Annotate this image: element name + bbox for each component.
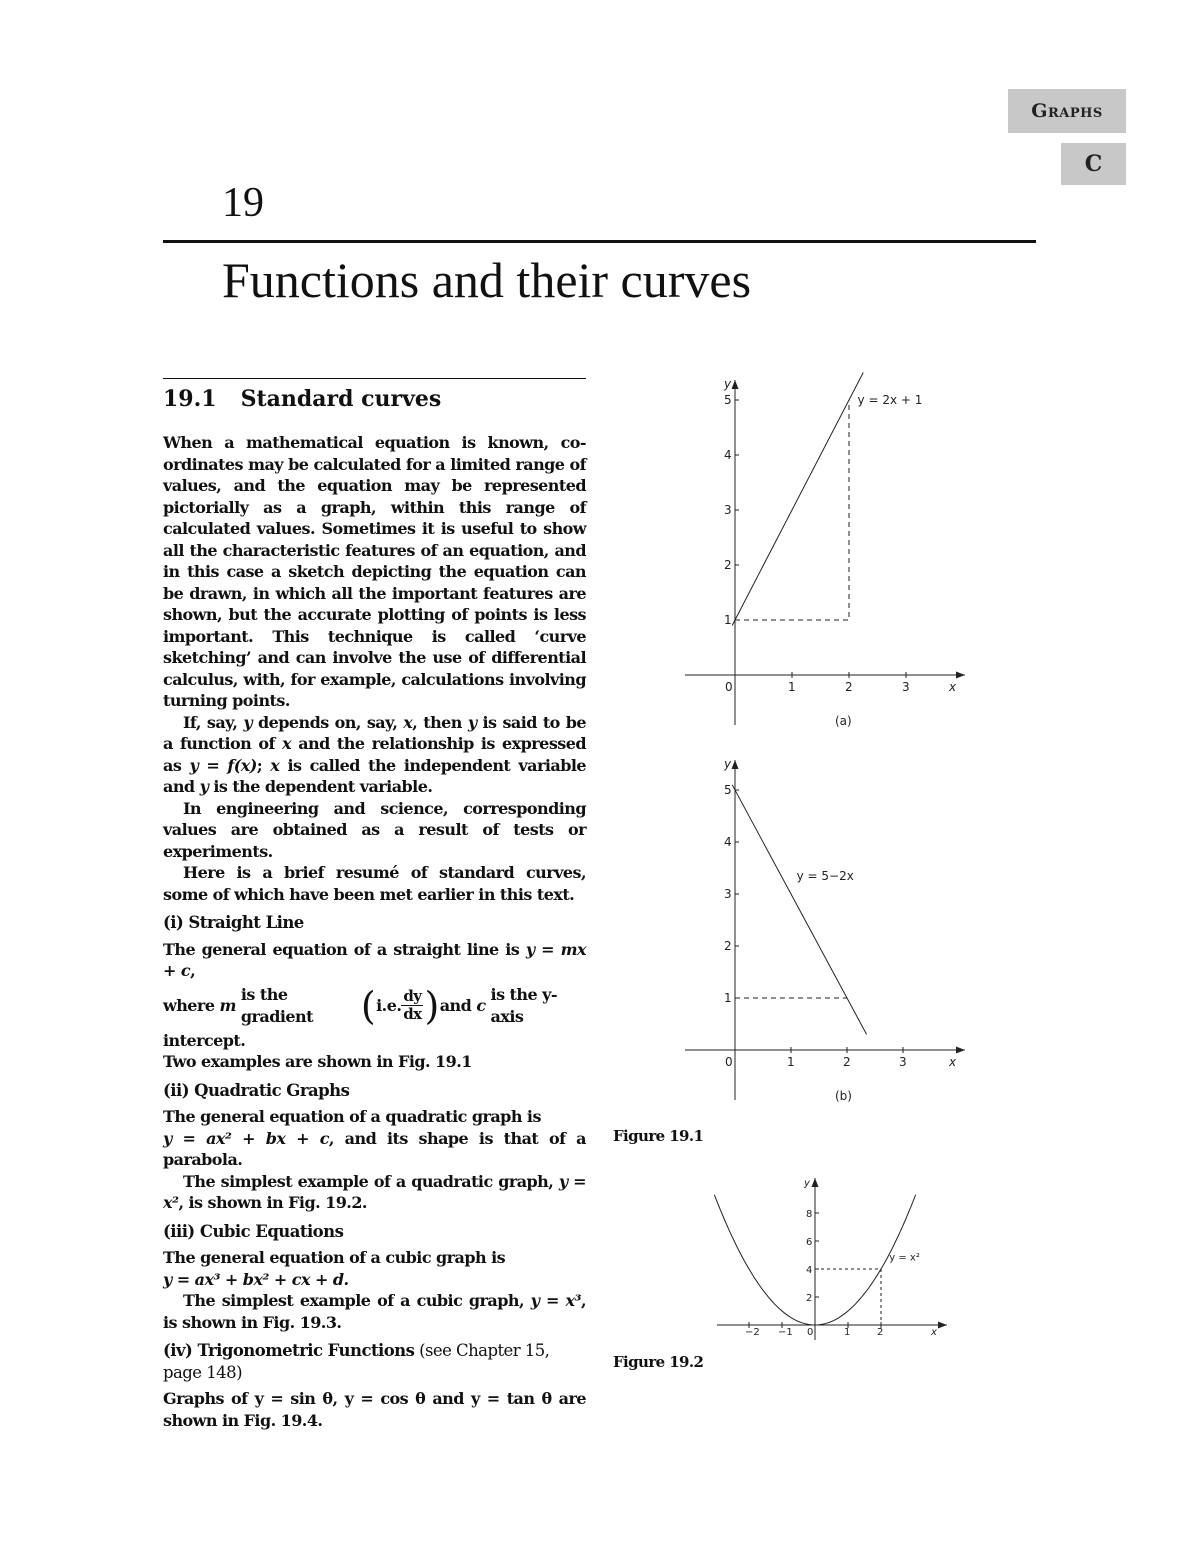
math: y xyxy=(467,712,477,732)
paragraph-intro: When a mathematical equation is known, co-ordinates may be calculated for a limited range of values, and the equation may be represented pictorially as a graph, within this range of calculated values. Sometimes it is useful to show all the characteristic features of an equation, and in this case a sketch depicting the equation can be drawn, in which all the important features are shown, but the accurate plotting of points is less important. This technique is called ‘curve sketching’ and can involve the use of differential calculus, with, for example, calculations involving turning points. xyxy=(163,433,586,710)
x-axis-arrow xyxy=(956,1047,965,1054)
math: y = ax² + bx + c xyxy=(163,1128,329,1148)
y-tick-label: 4 xyxy=(724,835,732,849)
y-axis-arrow xyxy=(812,1178,819,1187)
gradient-line xyxy=(163,982,586,1030)
math: y = mx + c xyxy=(163,939,586,980)
tab-c xyxy=(1061,143,1126,185)
math: c xyxy=(476,995,486,1015)
x-tick-label: 1 xyxy=(787,1055,795,1069)
text: , is shown in Fig. 19.3. xyxy=(163,1291,586,1332)
paren-left: ( xyxy=(360,983,376,1028)
text: is the gradient xyxy=(240,985,313,1026)
paragraph-engineering: In engineering and science, corresponding values are obtained as a result of tests or experiments. xyxy=(163,798,586,861)
y-axis-label: y xyxy=(724,377,732,391)
x-axis-label: x xyxy=(949,680,957,694)
figure-19-2-caption: Figure 19.2 xyxy=(613,1353,704,1371)
straight-line-eq xyxy=(163,939,586,982)
text: If, say, xyxy=(183,712,244,732)
math: y = ax³ + bx² + cx + d. xyxy=(163,1269,349,1289)
chart-y-2x-plus-1 xyxy=(680,370,980,730)
math: m xyxy=(219,995,236,1015)
paragraph-function xyxy=(163,712,586,798)
fraction-dy-dx xyxy=(401,988,423,1023)
heading-cubic: (iii) Cubic Equations xyxy=(163,1221,344,1241)
guide-line xyxy=(815,1269,881,1325)
text-column xyxy=(163,432,586,1431)
intercept-text: intercept. xyxy=(163,1030,246,1050)
y-tick-label: 1 xyxy=(724,613,732,627)
cubic-general: The general equation of a cubic graph is xyxy=(163,1248,506,1267)
text: where xyxy=(163,995,215,1015)
x-tick-label: 2 xyxy=(845,680,853,694)
cubic-eq xyxy=(163,1269,586,1291)
figure-19-1-caption: Figure 19.1 xyxy=(613,1127,704,1145)
y-axis-arrow xyxy=(732,760,739,769)
text: is called the independent variable and xyxy=(163,755,587,796)
math: y xyxy=(199,777,209,796)
y-tick-label: 4 xyxy=(806,1265,813,1276)
heading-quadratic: (ii) Quadratic Graphs xyxy=(163,1080,350,1100)
text: and xyxy=(439,995,472,1015)
math: y xyxy=(243,712,253,732)
text: is the dependent variable. xyxy=(208,777,433,796)
text: and the relationship is expressed as xyxy=(163,734,586,775)
x-tick-label: 0 xyxy=(807,1327,814,1338)
x-axis-arrow xyxy=(956,672,965,679)
y-tick-label: 8 xyxy=(806,1209,813,1220)
y-axis-arrow xyxy=(732,380,739,389)
x-tick-label: 2 xyxy=(843,1055,851,1069)
text: is the y-axis xyxy=(490,985,557,1026)
x-tick-label: 2 xyxy=(877,1327,884,1338)
subfigure-label: (a) xyxy=(835,714,852,728)
math: y = f(x) xyxy=(189,755,257,775)
tab-graphs xyxy=(1008,89,1126,133)
equation-label: y = x² xyxy=(889,1252,920,1264)
equation-label: y = 2x + 1 xyxy=(857,393,923,407)
text: The simplest example of a quadratic graph, xyxy=(183,1171,559,1191)
section-number: 19.1 xyxy=(163,386,217,412)
chapter-rule xyxy=(163,240,1036,243)
section-title: Standard curves xyxy=(240,386,442,412)
x-tick-label: 3 xyxy=(899,1055,907,1069)
subfigure-label: (b) xyxy=(835,1089,852,1103)
y-tick-label: 3 xyxy=(724,887,732,901)
y-tick-label: 4 xyxy=(724,448,732,462)
chart-y-x-squared xyxy=(712,1170,952,1345)
chapter-title: Functions and their curves xyxy=(222,252,752,308)
y-tick-label: 2 xyxy=(724,558,732,572)
tab-c-label: C xyxy=(1084,151,1103,177)
chart-y-5-minus-2x xyxy=(680,745,980,1115)
text: , is shown in Fig. 19.2. xyxy=(178,1193,367,1212)
text: , xyxy=(190,961,196,980)
text: The general equation of a straight line is xyxy=(163,939,526,959)
x-tick-label: −1 xyxy=(778,1327,793,1338)
text: ; xyxy=(256,755,271,775)
paren-right: ) xyxy=(424,983,439,1028)
y-axis-label: y xyxy=(804,1178,810,1189)
chapter-number: 19 xyxy=(222,180,264,226)
heading-straight-line: (i) Straight Line xyxy=(163,913,304,932)
series-line xyxy=(732,785,866,1035)
x-tick-label: 1 xyxy=(788,680,796,694)
math: y = x³ xyxy=(530,1291,581,1310)
text: depends on, say, xyxy=(252,712,404,732)
x-axis-label: x xyxy=(931,1327,937,1338)
quadratic-eq xyxy=(163,1128,586,1171)
x-tick-label: −2 xyxy=(745,1327,760,1338)
x-tick-label: 3 xyxy=(902,680,910,694)
heading-trig-ref: (see Chapter 15, page 148) xyxy=(163,1341,550,1382)
heading-trig xyxy=(163,1340,586,1383)
x-axis-label: x xyxy=(949,1055,957,1069)
y-tick-label: 6 xyxy=(806,1237,813,1248)
math: x xyxy=(282,734,292,753)
math: x xyxy=(270,755,280,775)
cubic-simplest xyxy=(163,1290,586,1333)
section-heading xyxy=(163,386,441,412)
fig-ref-19-1: Two examples are shown in Fig. 19.1 xyxy=(163,1052,472,1071)
trig-text: Graphs of y = sin θ, y = cos θ and y = tan θ are shown in Fig. 19.4. xyxy=(163,1389,586,1430)
x-tick-label: 0 xyxy=(725,680,733,694)
y-tick-label: 2 xyxy=(724,939,732,953)
y-tick-label: 1 xyxy=(724,991,732,1005)
text: i.e. xyxy=(376,995,402,1015)
math: x xyxy=(403,712,413,732)
y-axis-label: y xyxy=(724,757,732,771)
equation-label: y = 5−2x xyxy=(796,868,854,883)
text: is said to be a function of xyxy=(163,712,586,753)
x-tick-label: 1 xyxy=(844,1327,851,1338)
heading-trig-title: (iv) Trigonometric Functions xyxy=(163,1341,415,1360)
x-axis-arrow xyxy=(938,1322,947,1329)
quadratic-general: The general equation of a quadratic graph is xyxy=(163,1107,541,1126)
y-tick-label: 5 xyxy=(724,393,732,407)
text: , then xyxy=(412,712,468,732)
text: The simplest example of a cubic graph, xyxy=(183,1291,531,1310)
y-tick-label: 3 xyxy=(724,503,732,517)
text: , and its shape is that of a parabola. xyxy=(163,1128,586,1169)
series-line xyxy=(732,373,863,626)
y-tick-label: 2 xyxy=(806,1293,813,1304)
tab-graphs-label: Graphs xyxy=(1031,100,1103,122)
y-tick-label: 5 xyxy=(724,783,732,797)
x-tick-label: 0 xyxy=(725,1055,733,1069)
fraction-denominator: dx xyxy=(403,1005,422,1023)
quadratic-simplest xyxy=(163,1171,586,1214)
math: y = x² xyxy=(163,1171,587,1212)
paragraph-resume: Here is a brief resumé of standard curves, some of which have been met earlier in this text. xyxy=(163,863,586,904)
fraction-numerator: dy xyxy=(403,987,422,1005)
section-rule xyxy=(163,378,586,379)
